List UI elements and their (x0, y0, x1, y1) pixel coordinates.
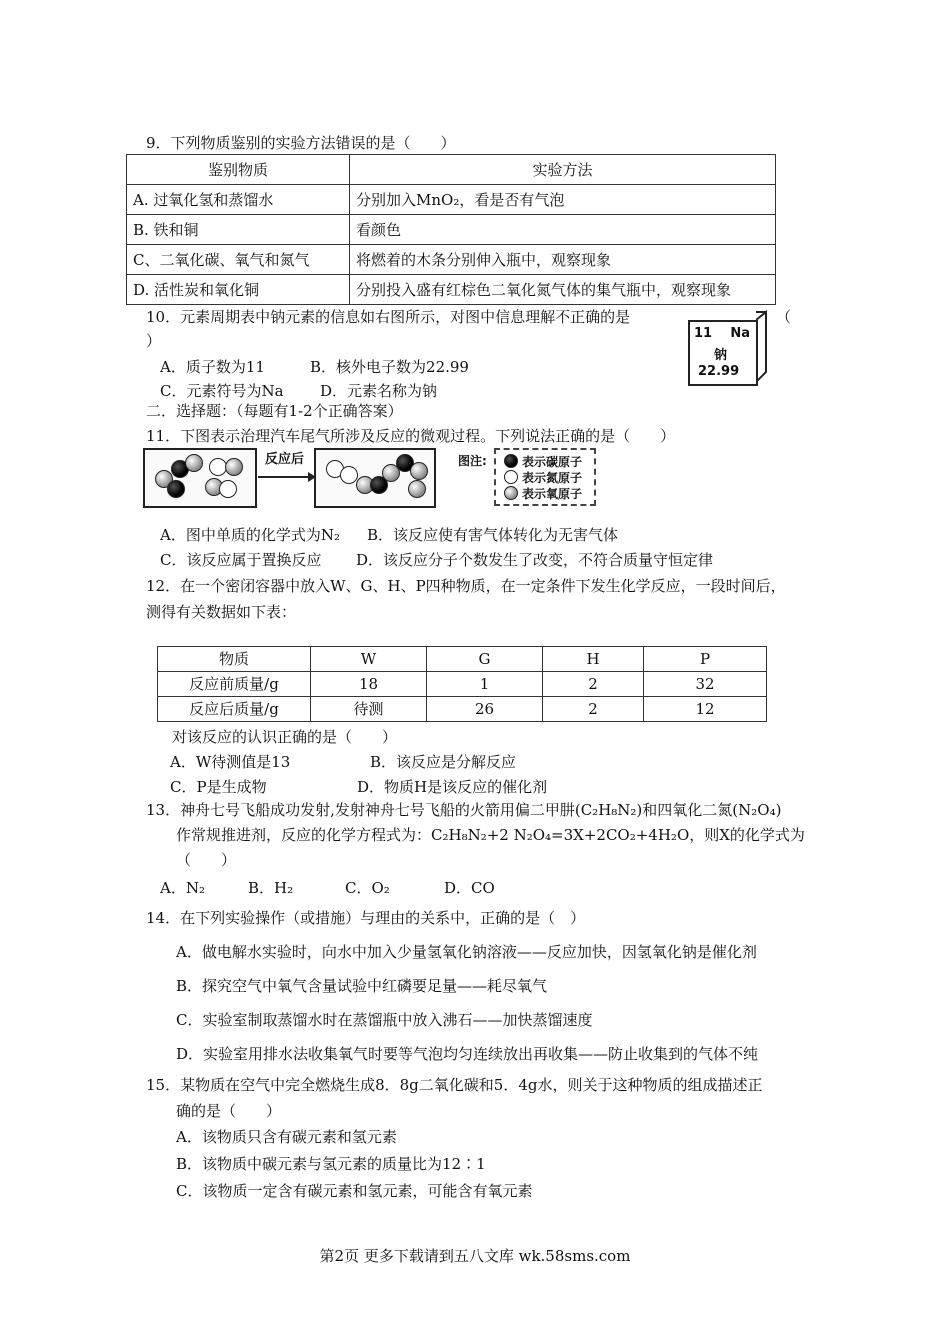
table-header-cell: W (311, 647, 427, 672)
legend-carbon: 表示碳原子 (522, 455, 583, 469)
q9-table (126, 154, 776, 305)
oxygen-atom-icon (185, 454, 203, 472)
carbon-atom-icon (167, 480, 185, 498)
q15-line1: 15．某物质在空气中完全燃烧生成8．8g二氧化碳和5．4g水，则关于这种物质的组成描述正 (146, 1076, 763, 1094)
table-row (127, 215, 776, 245)
q13-option-c: C．O₂ (345, 879, 390, 897)
reactants-box (143, 448, 257, 508)
q15-option-b: B．该物质中碳元素与氢元素的质量比为12∶1 (176, 1155, 486, 1173)
table-row (127, 155, 776, 185)
table-row (127, 275, 776, 305)
arrow-label: 反应后 (265, 452, 305, 467)
q9-stem: 9．下列物质鉴别的实验方法错误的是（ ） (146, 134, 456, 152)
arrow-icon (258, 470, 316, 484)
q12-stem-line2: 测得有关数据如下表： (146, 603, 297, 621)
table-row (127, 185, 776, 215)
q13-line3: （ ） (176, 851, 237, 869)
table-cell: C、二氧化碳、氧气和氮气 (127, 245, 350, 275)
table-cell: 待测 (311, 697, 427, 722)
q11-option-b: B．该反应使有害气体转化为无害气体 (367, 526, 619, 544)
carbon-atom-icon (504, 454, 518, 468)
table-cell: 看颜色 (350, 215, 776, 245)
table-cell: 将燃着的木条分别伸入瓶中，观察现象 (350, 245, 776, 275)
q10-option-d: D．元素名称为钠 (320, 382, 438, 400)
oxygen-atom-icon (225, 458, 243, 476)
q14-option-a: A．做电解水实验时，向水中加入少量氢氧化钠溶液——反应加快，因氢氧化钠是催化剂 (176, 943, 757, 961)
oxygen-atom-icon (408, 480, 426, 498)
table-header-cell: 实验方法 (350, 155, 776, 185)
q15-line2: 确的是（ ） (176, 1102, 282, 1120)
table-cell: 12 (644, 697, 767, 722)
q12-option-c: C．P是生成物 (170, 778, 267, 796)
q12-option-d: D．物质H是该反应的催化剂 (357, 778, 548, 796)
q14-option-c: C．实验室制取蒸馏水时在蒸馏瓶中放入沸石——加快蒸馏速度 (176, 1011, 593, 1029)
section-title: 二．选择题：（每题有1-2个正确答案） (146, 402, 403, 420)
table-cell: 18 (311, 672, 427, 697)
nitrogen-atom-icon (219, 480, 237, 498)
q13-option-a: A．N₂ (160, 879, 205, 897)
oxygen-atom-icon (410, 462, 428, 480)
legend-oxygen: 表示氧原子 (522, 487, 583, 501)
q14-stem: 14．在下列实验操作（或措施）与理由的关系中，正确的是（ ） (146, 909, 586, 927)
products-box (314, 448, 436, 508)
element-name: 钠 (714, 348, 728, 363)
table-cell: D. 活性炭和氧化铜 (127, 275, 350, 305)
q15-option-c: C．该物质一定含有碳元素和氢元素，可能含有氧元素 (176, 1182, 533, 1200)
table-cell: 分别投入盛有红棕色二氧化氮气体的集气瓶中，观察现象 (350, 275, 776, 305)
table-cell: 反应前质量/g (158, 672, 311, 697)
table-header-cell: H (543, 647, 644, 672)
table-row (127, 245, 776, 275)
q15-option-a: A．该物质只含有碳元素和氢元素 (176, 1128, 397, 1146)
element-symbol: Na (730, 326, 750, 341)
table-header-cell: 物质 (158, 647, 311, 672)
q10-option-b: B．核外电子数为22.99 (310, 358, 469, 376)
q13-option-d: D．CO (444, 879, 495, 897)
q10-option-c: C．元素符号为Na (160, 382, 284, 400)
q14-option-d: D．实验室用排水法收集氧气时要等气泡均匀连续放出再收集——防止收集到的气体不纯 (176, 1045, 759, 1063)
q10-paren-close: ） (146, 332, 162, 350)
table-row (158, 647, 767, 672)
table-cell: B. 铁和铜 (127, 215, 350, 245)
table-row (158, 672, 767, 697)
q10-option-a: A．质子数为11 (160, 358, 265, 376)
q10-paren-open: （ (776, 308, 792, 326)
card-depth (756, 310, 772, 386)
table-cell: 26 (427, 697, 543, 722)
q13-line2: 作常规推进剂，反应的化学方程式为：C₂H₈N₂+2 N₂O₄=3X+2CO₂+4H₂O，则X的化学式为 (176, 826, 805, 844)
legend-box (494, 448, 596, 506)
atomic-mass: 22.99 (698, 364, 740, 379)
sodium-element-card (688, 320, 758, 386)
table-cell: 2 (543, 672, 644, 697)
q13-option-b: B．H₂ (248, 879, 294, 897)
q12-stem-line1: 12．在一个密闭容器中放入W、G、H、P四种物质，在一定条件下发生化学反应，一段时间后， (146, 577, 786, 595)
table-header-cell: P (644, 647, 767, 672)
q11-option-d: D．该反应分子个数发生了改变，不符合质量守恒定律 (356, 551, 714, 569)
nitrogen-atom-icon (504, 470, 518, 484)
table-cell: 1 (427, 672, 543, 697)
table-row (158, 697, 767, 722)
q10-stem: 10．元素周期表中钠元素的信息如右图所示，对图中信息理解不正确的是 (146, 308, 631, 326)
table-cell: A. 过氧化氢和蒸馏水 (127, 185, 350, 215)
table-cell: 2 (543, 697, 644, 722)
q12-option-b: B．该反应是分解反应 (370, 753, 517, 771)
nitrogen-atom-icon (340, 466, 358, 484)
q11-option-c: C．该反应属于置换反应 (160, 551, 322, 569)
table-header-cell: 鉴别物质 (127, 155, 350, 185)
page-footer: 第2页 更多下载请到五八文库 wk.58sms.com (319, 1247, 631, 1265)
oxygen-atom-icon (504, 486, 518, 500)
q11-stem: 11．下图表示治理汽车尾气所涉及反应的微观过程。下列说法正确的是（ ） (146, 427, 676, 445)
table-header-cell: G (427, 647, 543, 672)
legend-title: 图注: (458, 454, 487, 468)
q14-option-b: B．探究空气中氧气含量试验中红磷要足量——耗尽氧气 (176, 977, 548, 995)
table-cell: 反应后质量/g (158, 697, 311, 722)
table-cell: 32 (644, 672, 767, 697)
q11-option-a: A．图中单质的化学式为N₂ (160, 526, 340, 544)
table-cell: 分别加入MnO₂，看是否有气泡 (350, 185, 776, 215)
q12-table (157, 646, 767, 722)
q12-question: 对该反应的认识正确的是（ ） (172, 728, 398, 746)
legend-nitrogen: 表示氮原子 (522, 471, 583, 485)
atomic-number: 11 (694, 326, 713, 341)
q13-line1: 13．神舟七号飞船成功发射,发射神舟七号飞船的火箭用偏二甲肼(C₂H₈N₂)和四氧化二氮(N₂O₄) (146, 801, 782, 819)
q12-option-a: A．W待测值是13 (170, 753, 291, 771)
